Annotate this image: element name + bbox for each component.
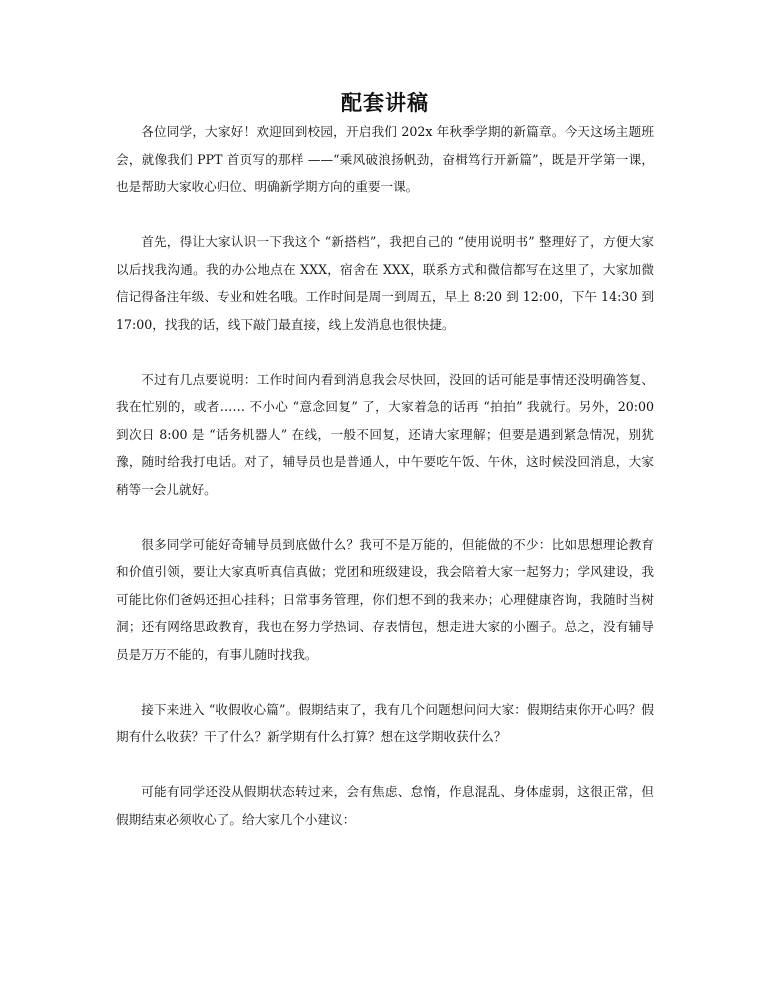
paragraph-suggestions: 可能有同学还没从假期状态转过来，会有焦虑、怠惰，作息混乱、身体虚弱，这很正常，但假期结束必须收心了。给大家几个小建议：	[116, 784, 654, 827]
paragraph-welcome: 各位同学，大家好！欢迎回到校园，开启我们 202x 年秋季学期的新篇章。今天这场主题班会，就像我们 PPT 首页写的那样 ——“乘风破浪扬帆劲，奋楫笃行开新篇”，既是开学第一课，也是帮助大家收心归位、明确新学期方向的重要一课。	[116, 124, 654, 194]
paragraph-introduction: 首先，得让大家认识一下我这个 “新搭档”，我把自己的 “使用说明书” 整理好了，方便大家以后找我沟通。我的办公地点在 XXX，宿舍在 XXX，联系方式和微信都写在这里了，大家加微信记得备注年级、专业和姓名哦。工作时间是周一到周五，早上 8:20 到 12:00，下午 14:30 到 17:00，找我的话，线下敲门最直接，线上发消息也很快捷。	[116, 234, 654, 332]
paragraph-duties: 很多同学可能好奇辅导员到底做什么？我可不是万能的，但能做的不少：比如思想理论教育和价值引领，要让大家真听真信真做；党团和班级建设，我会陪着大家一起努力；学风建设，我可能比你们爸妈还担心挂科；日常事务管理，你们想不到的我来办；心理健康咨询，我随时当树洞；还有网络思政教育，我也在努力学热词、存表情包，想走进大家的小圈子。总之，没有辅导员是万万不能的，有事儿随时找我。	[116, 536, 654, 662]
paragraph-holiday-questions: 接下来进入 “收假收心篇”。假期结束了，我有几个问题想问问大家：假期结束你开心吗？假期有什么收获？干了什么？新学期有什么打算？想在这学期收获什么？	[116, 701, 654, 744]
paragraph-notes: 不过有几点要说明：工作时间内看到消息我会尽快回，没回的话可能是事情还没明确答复、我在忙别的，或者…… 不小心 “意念回复” 了，大家着急的话再 “拍拍” 我就行。另外，20:00 到次日 8:00 是 “话务机器人” 在线，一般不回复，还请大家理解；但要是遇到紧急情况，别犹豫，随时给我打电话。对了，辅导员也是普通人，中午要吃午饭、午休，这时候没回消息，大家稍等一会儿就好。	[116, 371, 654, 497]
page-title: 配套讲稿	[341, 90, 429, 115]
